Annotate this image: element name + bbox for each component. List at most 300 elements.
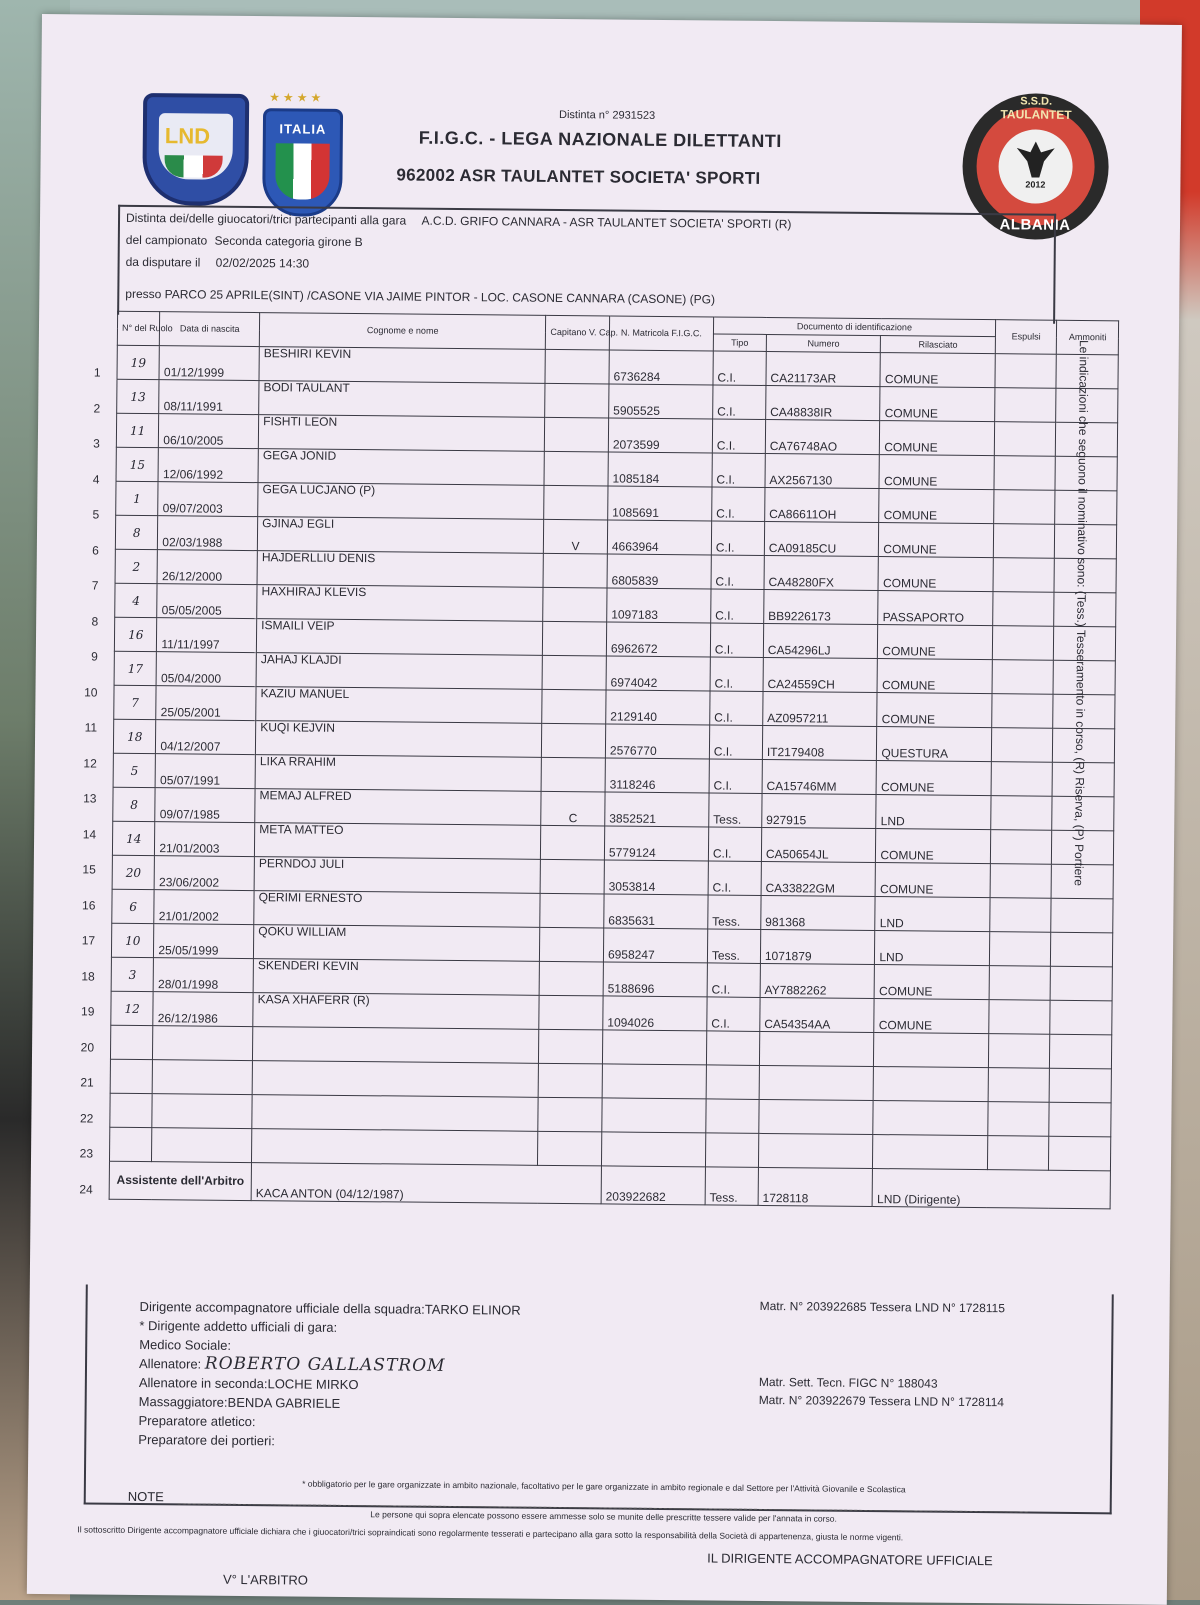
rilasciato-cell: COMUNE [880, 353, 995, 388]
espulsi-cell [990, 830, 1052, 865]
espulsi-cell [990, 864, 1052, 899]
ruolo-cell: 16 [114, 617, 157, 651]
ammoniti-cell [1049, 1136, 1111, 1171]
club-title: 962002 ASR TAULANTET SOCIETA' SPORTI [396, 165, 761, 188]
dob-cell: 09/07/2003 [158, 482, 258, 517]
tipo-cell: C.I. [708, 827, 761, 862]
tipo-cell: C.I. [713, 385, 766, 420]
tipo-cell: C.I. [709, 725, 762, 760]
captain-cell [540, 927, 604, 962]
espulsi-cell [993, 524, 1055, 559]
rilasciato-cell [873, 1135, 988, 1170]
rilasciato-cell: COMUNE [877, 659, 992, 694]
rilasciato-cell: COMUNE [876, 761, 991, 796]
stars-icon: ★★★★ [269, 90, 325, 105]
ruolo-cell: 20 [112, 855, 155, 889]
row-number: 12 [83, 755, 97, 771]
italia-logo-text: ITALIA [279, 121, 327, 137]
numero-cell: CA50654JL [761, 827, 876, 862]
tipo-cell [705, 1133, 758, 1168]
tipo-cell: C.I. [710, 657, 763, 692]
espulsi-cell [989, 932, 1051, 967]
name-cell: KAZIU MANUEL [256, 687, 543, 724]
federation-title: F.I.G.C. - LEGA NAZIONALE DILETTANTI [418, 127, 782, 152]
dob-cell: 02/03/1988 [158, 516, 258, 551]
numero-cell: CA33822GM [761, 861, 876, 896]
tipo-cell: C.I. [711, 521, 764, 556]
numero-cell: CA15746MM [762, 759, 877, 794]
assistant-tipo: Tess. [705, 1167, 758, 1206]
ruolo-cell: 13 [117, 379, 160, 413]
captain-cell: V [544, 519, 608, 554]
tipo-cell: Tess. [708, 895, 761, 930]
distinta-number: Distinta n° 2931523 [558, 108, 656, 122]
captain-cell [543, 621, 607, 656]
name-cell [253, 1027, 540, 1064]
rilasciato-cell: COMUNE [875, 863, 990, 898]
rilasciato-cell: LND [875, 931, 990, 966]
allenatore-signature: ROBERTO GALLASTROM [204, 1353, 446, 1376]
matricola-cell [601, 1132, 705, 1167]
ruolo-cell: 11 [116, 413, 159, 447]
matricola-cell: 4663964 [607, 520, 711, 555]
ruolo-cell [110, 1025, 153, 1059]
matricola-cell: 1085184 [608, 452, 712, 487]
dob-cell: 08/11/1991 [159, 380, 259, 415]
matricola-cell: 2073599 [608, 418, 712, 453]
name-cell: KUQI KEJVIN [255, 721, 542, 758]
name-cell: PERNDOJ JULI [254, 857, 541, 894]
rilasciato-cell: COMUNE [880, 387, 995, 422]
tipo-cell: C.I. [709, 759, 762, 794]
dob-cell: 26/12/1986 [153, 992, 253, 1027]
dirigente-signature-label: IL DIRIGENTE ACCOMPAGNATORE UFFICIALE [707, 1550, 993, 1569]
declaration: Il sottoscritto Dirigente accompagnatore ufficiale dichiara che i giuocatori/trici sopraindicati sono regolarmente tesserati e partecipano alla gara sotto la responsabilità della Società di appartenenza, giusta le norme vigenti. [77, 1524, 904, 1543]
rilasciato-cell: COMUNE [878, 557, 993, 592]
name-cell: LIKA RRAHIM [255, 755, 542, 792]
players-table [109, 311, 1119, 1210]
dirigente-line: Dirigente accompagnatore ufficiale della squadra:TARKO ELINOR [139, 1298, 521, 1318]
championship-value: Seconda categoria girone B [214, 233, 363, 250]
name-cell: META MATTEO [254, 823, 541, 860]
dob-cell [152, 1128, 252, 1163]
row-number: 8 [91, 614, 99, 629]
tipo-cell: C.I. [710, 691, 763, 726]
venue-line: presso PARCO 25 APRILE(SINT) /CASONE VIA JAIME PINTOR - LOC. CASONE CANNARA (CASONE) (PG) [125, 286, 716, 307]
row-number: 16 [82, 897, 96, 913]
espulsi-cell [991, 728, 1053, 763]
row-number: 10 [84, 684, 98, 700]
row-number: 6 [92, 543, 99, 558]
captain-cell [540, 893, 604, 928]
espulsi-cell [989, 966, 1051, 1001]
espulsi-cell [989, 1000, 1051, 1035]
espulsi-cell [988, 1102, 1050, 1137]
ruolo-cell: 6 [112, 889, 155, 923]
dob-cell: 21/01/2002 [154, 890, 254, 925]
espulsi-cell [987, 1136, 1049, 1171]
row-number: 9 [91, 649, 98, 664]
captain-cell [542, 723, 606, 758]
col-matricola: N. Matricola F.I.G.C. [609, 316, 713, 351]
rilasciato-cell: COMUNE [878, 625, 993, 660]
espulsi-cell [988, 1068, 1050, 1103]
name-cell: ISMAILI VEIP [256, 619, 543, 656]
ruolo-cell: 7 [114, 685, 157, 719]
club-logo: S.S.D. TAULANTET 2012 ALBANIA [962, 93, 1109, 240]
matricola-cell: 2129140 [606, 690, 710, 725]
dob-cell [152, 1094, 252, 1129]
espulsi-cell [994, 422, 1056, 457]
espulsi-cell [992, 660, 1054, 695]
lnd-logo-text: LND [164, 123, 211, 149]
row-number: 1 [93, 365, 101, 380]
match-value: A.C.D. GRIFO CANNARA - ASR TAULANTET SOCIETA' SPORTI (R) [421, 213, 792, 232]
name-cell [252, 1129, 539, 1166]
side-legend: Le indicazioni che seguono il nominativo sono: (Tess.) Tesseramento in corso, (R) Riserva, (P) Portiere [1071, 339, 1091, 887]
numero-cell: CA24559CH [763, 657, 878, 692]
tipo-cell: C.I. [707, 963, 760, 998]
numero-cell: CA54296LJ [763, 623, 878, 658]
name-cell: QERIMI ERNESTO [254, 891, 541, 928]
rilasciato-cell: LND [875, 897, 990, 932]
tipo-cell: C.I. [712, 487, 765, 522]
rilasciato-cell [874, 1033, 989, 1068]
matricola-cell: 1094026 [603, 996, 707, 1031]
tipo-cell: C.I. [712, 453, 765, 488]
captain-cell [543, 587, 607, 622]
numero-cell: IT2179408 [762, 725, 877, 760]
tipo-cell [706, 1099, 759, 1134]
espulsi-cell [992, 694, 1054, 729]
tipo-cell: C.I. [708, 861, 761, 896]
numero-cell: CA76748AO [765, 419, 880, 454]
numero-cell: 981368 [761, 895, 876, 930]
championship-label: del campionato [125, 232, 208, 248]
row-number: 21 [80, 1075, 94, 1090]
ruolo-cell: 4 [115, 583, 158, 617]
matricola-cell: 6962672 [606, 622, 710, 657]
tipo-cell: C.I. [710, 623, 763, 658]
dob-cell: 25/05/1999 [154, 924, 254, 959]
row-number: 7 [91, 578, 99, 593]
name-cell [252, 1095, 539, 1132]
rilasciato-cell: COMUNE [875, 965, 990, 1000]
ruolo-cell: 8 [115, 515, 158, 549]
captain-cell [539, 1029, 603, 1064]
row-number: 22 [79, 1110, 94, 1126]
matricola-cell: 3118246 [605, 758, 709, 793]
numero-cell: AZ0957211 [763, 691, 878, 726]
dob-cell: 04/12/2007 [156, 720, 256, 755]
rilasciato-cell: LND [876, 795, 991, 830]
col-rilasciato: Rilasciato [881, 336, 996, 354]
name-cell: HAXHIRAJ KLEVIS [257, 585, 544, 622]
dob-cell: 25/05/2001 [156, 686, 256, 721]
footnote-1: * obbligatorio per le gare organizzate in ambito nazionale, facoltativo per le gare organizzate in ambito regionale e dal Settore per l'Attività Giovanile e Scolastica [302, 1478, 906, 1495]
col-capitano: Capitano V. Cap. [546, 315, 610, 350]
numero-cell [759, 1031, 874, 1066]
ruolo-cell [109, 1127, 152, 1161]
col-tipo: Tipo [713, 334, 766, 352]
espulsi-cell [993, 592, 1055, 627]
dob-cell: 05/04/2000 [156, 652, 256, 687]
dob-cell: 09/07/1985 [155, 788, 255, 823]
numero-cell: BB9226173 [764, 589, 879, 624]
row-number: 4 [92, 472, 100, 487]
ruolo-cell: 15 [116, 447, 159, 481]
captain-cell [543, 553, 607, 588]
numero-cell [759, 1065, 874, 1100]
massaggiatore-line: Massaggiatore:BENDA GABRIELE [138, 1393, 341, 1411]
note-label: NOTE [127, 1488, 164, 1505]
name-cell [252, 1061, 539, 1098]
espulsi-cell [995, 388, 1057, 423]
row-number: 14 [82, 826, 97, 842]
matricola-cell [602, 1064, 706, 1099]
rilasciato-cell: COMUNE [874, 999, 989, 1034]
col-nome: Cognome e nome [259, 313, 546, 350]
dob-cell: 28/01/1998 [154, 958, 254, 993]
numero-cell: CA48280FX [764, 555, 879, 590]
row-number: 15 [82, 862, 96, 877]
captain-cell [545, 383, 609, 418]
ruolo-cell: 10 [111, 923, 154, 957]
numero-cell: CA54354AA [760, 997, 875, 1032]
rilasciato-cell: COMUNE [880, 421, 995, 456]
captain-cell [542, 655, 606, 690]
rilasciato-cell: COMUNE [879, 523, 994, 558]
captain-cell [538, 1131, 602, 1166]
captain-cell: C [541, 791, 605, 826]
rilasciato-cell: COMUNE [876, 829, 991, 864]
numero-cell: AX2567130 [765, 453, 880, 488]
tipo-cell: C.I. [712, 419, 765, 454]
matricola-cell [602, 1030, 706, 1065]
captain-cell [545, 349, 609, 384]
ruolo-cell: 1 [116, 481, 159, 515]
captain-cell [545, 417, 609, 452]
numero-cell: CA48838IR [766, 385, 881, 420]
ammoniti-cell [1050, 1068, 1112, 1103]
name-cell: GEGA LUCJANO (P) [258, 483, 545, 520]
dob-cell: 12/06/1992 [158, 448, 258, 483]
captain-cell [538, 1063, 602, 1098]
matricola-cell: 5779124 [604, 826, 708, 861]
captain-cell [538, 1097, 602, 1132]
lnd-logo [142, 93, 249, 206]
medico-line: Medico Sociale: [139, 1336, 232, 1353]
espulsi-cell [994, 490, 1056, 525]
numero-cell: AY7882262 [760, 963, 875, 998]
col-ammoniti: Ammoniti [1057, 320, 1119, 355]
rilasciato-cell: COMUNE [879, 455, 994, 490]
ruolo-cell: 8 [113, 787, 156, 821]
row-number: 18 [81, 968, 95, 984]
matricola-cell: 3852521 [605, 792, 709, 827]
numero-cell: 927915 [762, 793, 877, 828]
captain-cell [544, 485, 608, 520]
dob-cell: 26/12/2000 [157, 550, 257, 585]
tipo-cell: Tess. [707, 929, 760, 964]
matricola-cell: 5188696 [603, 962, 707, 997]
match-info-box [117, 205, 1056, 324]
assistant-matricola: 203922682 [601, 1166, 705, 1205]
name-cell: SKENDERI KEVIN [253, 959, 540, 996]
row-number: 17 [81, 933, 96, 948]
footnote-2: Le persone qui sopra elencate possono essere ammesse solo se munite delle prescritte tessere valide per l'annata in corso. [370, 1509, 837, 1524]
tipo-cell: C.I. [711, 555, 764, 590]
dob-cell: 01/12/1999 [159, 346, 259, 381]
rilasciato-cell [873, 1101, 988, 1136]
tipo-cell: Tess. [709, 793, 762, 828]
dob-cell: 11/11/1997 [157, 618, 257, 653]
espulsi-cell [991, 796, 1053, 831]
matricola-cell: 6835631 [604, 894, 708, 929]
name-cell: FISHTI LEON [258, 415, 545, 452]
ammoniti-cell [1049, 1102, 1111, 1137]
numero-cell [759, 1099, 874, 1134]
date-value: 02/02/2025 14:30 [215, 255, 310, 271]
ruolo-cell [110, 1059, 153, 1093]
matricola-cell: 2576770 [605, 724, 709, 759]
espulsi-cell [995, 354, 1057, 389]
date-label: da disputare il [125, 254, 201, 270]
ruolo-cell: 12 [111, 991, 154, 1025]
ruolo-cell: 17 [114, 651, 157, 685]
col-espulsi: Espulsi [995, 320, 1057, 355]
match-label: Distinta dei/delle giuocatori/trici partecipanti alla gara [125, 210, 407, 228]
rilasciato-cell: PASSAPORTO [878, 591, 993, 626]
row-number: 3 [93, 436, 100, 451]
espulsi-cell [992, 626, 1054, 661]
ruolo-cell: 14 [112, 821, 155, 855]
captain-cell [541, 825, 605, 860]
ruolo-cell: 3 [111, 957, 154, 991]
dob-cell: 23/06/2002 [155, 856, 255, 891]
name-cell: KASA XHAFERR (R) [253, 993, 540, 1030]
row-number: 5 [92, 507, 100, 522]
col-documento: Documento di identificazione [713, 317, 995, 337]
matricola-cell: 6958247 [603, 928, 707, 963]
row-number: 2 [93, 401, 101, 416]
portieri-line: Preparatore dei portieri: [138, 1431, 275, 1449]
numero-cell: CA09185CU [764, 521, 879, 556]
espulsi-cell [993, 558, 1055, 593]
rilasciato-cell: COMUNE [879, 489, 994, 524]
rilasciato-cell [874, 1067, 989, 1102]
matricola-cell: 1085691 [608, 486, 712, 521]
name-cell: BODI TAULANT [259, 381, 546, 418]
matricola-cell [602, 1098, 706, 1133]
assistant-label: Assistente dell'Arbitro [109, 1161, 251, 1200]
dob-cell: 05/07/1991 [155, 754, 255, 789]
matricola-cell: 1097183 [607, 588, 711, 623]
ruolo-cell: 2 [115, 549, 158, 583]
roster-sheet [27, 14, 1182, 1605]
dirigente-matricola: Matr. N° 203922685 Tessera LND N° 1728115 [759, 1298, 1005, 1316]
tipo-cell: C.I. [711, 589, 764, 624]
ruolo-cell: 5 [113, 753, 156, 787]
dob-cell: 21/01/2003 [155, 822, 255, 857]
seconda-line: Allenatore in seconda:LOCHE MIRKO [138, 1374, 359, 1393]
espulsi-cell [994, 456, 1056, 491]
ammoniti-cell [1050, 1034, 1112, 1069]
espulsi-cell [991, 762, 1053, 797]
row-number: 13 [83, 791, 97, 806]
dob-cell [153, 1026, 253, 1061]
name-cell: JAHAJ KLAJDI [256, 653, 543, 690]
matricola-cell: 6974042 [606, 656, 710, 691]
captain-cell [539, 961, 603, 996]
numero-cell: CA21173AR [766, 351, 881, 386]
assistant-rilasciato: LND (Dirigente) [873, 1169, 1111, 1209]
tipo-cell [706, 1031, 759, 1066]
tipo-cell: C.I. [713, 351, 766, 386]
ammoniti-cell [1050, 1000, 1112, 1035]
atletico-line: Preparatore atletico: [138, 1412, 256, 1430]
assistant-name: KACA ANTON (04/12/1987) [251, 1163, 601, 1204]
name-cell: BESHIRI KEVIN [259, 347, 546, 384]
ruolo-cell [110, 1093, 153, 1127]
allenatore-line: Allenatore: ROBERTO GALLASTROM [138, 1353, 446, 1376]
row-number: 11 [84, 720, 98, 735]
matricola-cell: 3053814 [604, 860, 708, 895]
rilasciato-cell: QUESTURA [877, 727, 992, 762]
row-number: 20 [80, 1039, 95, 1055]
dob-cell: 05/05/2005 [157, 584, 257, 619]
dob-cell: 06/10/2005 [159, 414, 259, 449]
name-cell: HAJDERLLIU DENIS [257, 551, 544, 588]
rilasciato-cell: COMUNE [877, 693, 992, 728]
espulsi-cell [988, 1034, 1050, 1069]
arbitro-signature-label: V° L'ARBITRO [222, 1571, 309, 1588]
numero-cell: CA86611OH [765, 487, 880, 522]
captain-cell [541, 757, 605, 792]
row-number: 24 [79, 1181, 93, 1197]
row-number: 23 [79, 1146, 94, 1161]
tipo-cell [706, 1065, 759, 1100]
captain-cell [542, 689, 606, 724]
col-ruolo: N° del Ruolo [117, 311, 160, 345]
col-nascita: Data di nascita [160, 312, 260, 347]
italia-logo [262, 108, 343, 217]
name-cell: QOKU WILLIAM [254, 925, 541, 962]
name-cell: GJINAJ EGLI [257, 517, 544, 554]
matricola-cell: 5905525 [609, 384, 713, 419]
addetto-line: * Dirigente addetto ufficiali di gara: [139, 1317, 338, 1335]
captain-cell [539, 995, 603, 1030]
captain-cell [544, 451, 608, 486]
row-number: 19 [81, 1004, 95, 1019]
dob-cell [153, 1060, 253, 1095]
allenatore-matricola: Matr. Sett. Tecn. FIGC N° 188043 [758, 1374, 938, 1391]
assistant-numero: 1728118 [758, 1167, 873, 1206]
espulsi-cell [990, 898, 1052, 933]
captain-cell [540, 859, 604, 894]
name-cell: GEGA JONID [258, 449, 545, 486]
ruolo-cell: 19 [117, 345, 160, 379]
matricola-cell: 6805839 [607, 554, 711, 589]
numero-cell: 1071879 [760, 929, 875, 964]
col-numero: Numero [766, 334, 881, 352]
numero-cell [758, 1133, 873, 1168]
tipo-cell: C.I. [707, 997, 760, 1032]
seconda-matricola: Matr. N° 203922679 Tessera LND N° 1728114 [758, 1392, 1005, 1410]
ruolo-cell: 18 [113, 719, 156, 753]
name-cell: MEMAJ ALFRED [255, 789, 542, 826]
matricola-cell: 6736284 [609, 350, 713, 385]
